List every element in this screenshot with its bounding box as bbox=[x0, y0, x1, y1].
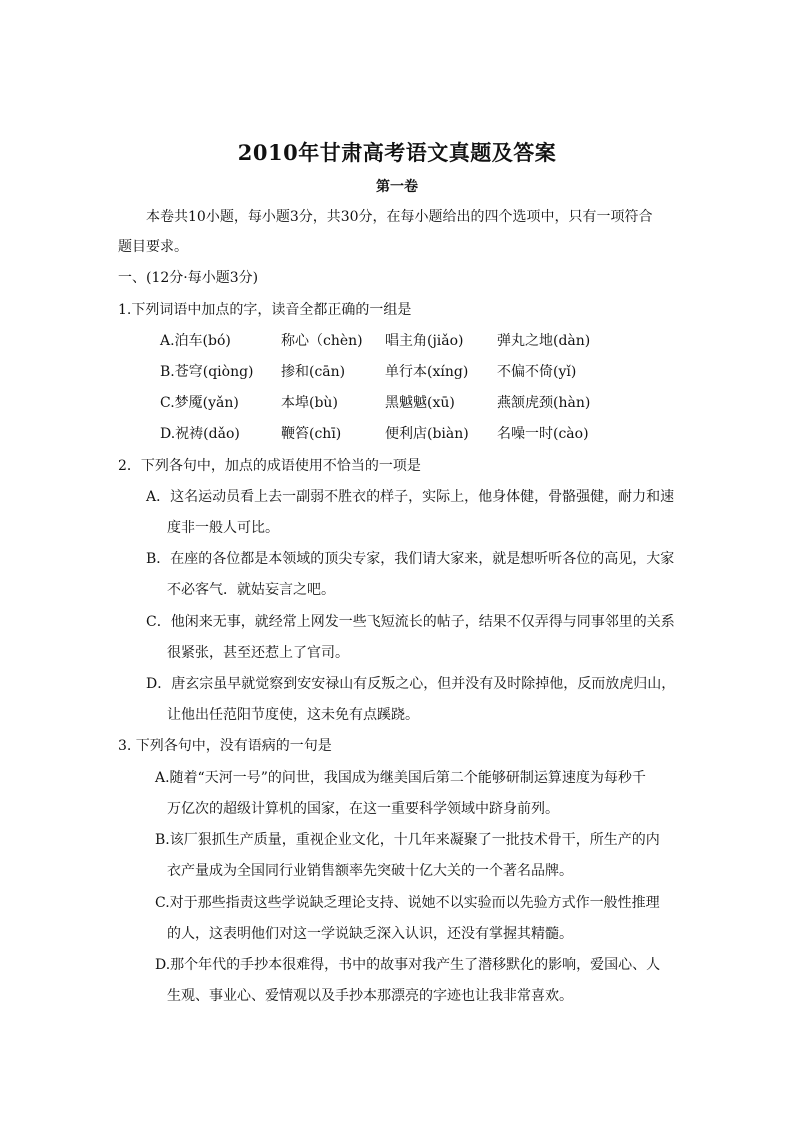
q1-stem: 1.下列词语中加点的字，读音全都正确的一组是 bbox=[118, 302, 412, 318]
q1-row-c-col-4: 燕颔虎颈(hàn) bbox=[497, 395, 591, 411]
q3-option-a-line-1: A.随着“天河一号”的问世，我国成为继美国后第二个能够研制运算速度为每秒千 bbox=[155, 770, 646, 786]
q2-option-a-line-2: 度非一般人可比。 bbox=[167, 520, 279, 536]
q3-option-d-line-1: D.那个年代的手抄本很难得，书中的故事对我产生了潜移默化的影响，爱国心、人 bbox=[155, 957, 661, 973]
q2-option-c-line-2: 很紧张，甚至还惹上了官司。 bbox=[167, 645, 349, 661]
q1-row-b-col-4: 不偏不倚(yǐ) bbox=[497, 364, 577, 380]
q1-row-b-col-1: B.苍穹(qiòng) bbox=[160, 364, 254, 380]
q3-option-a-line-2: 万亿次的超级计算机的国家，在这一重要科学领域中跻身前列。 bbox=[167, 801, 559, 817]
q1-row-d-col-4: 名噪一时(cào) bbox=[497, 426, 589, 442]
q2-option-b-line-1: B．在座的各位都是本领域的顶尖专家，我们请大家来，就是想听听各位的高见，大家 bbox=[146, 551, 675, 567]
q1-row-c-col-2: 本埠(bù) bbox=[281, 395, 338, 411]
q3-stem: 3. 下列各句中，没有语病的一句是 bbox=[118, 738, 332, 754]
q1-row-b-col-3: 单行本(xíng) bbox=[385, 364, 469, 380]
q3-option-c-line-2: 的人，这表明他们对这一学说缺乏深入认识，还没有掌握其精髓。 bbox=[167, 926, 573, 942]
q1-row-a-col-3: 唱主角(jiǎo) bbox=[385, 333, 464, 349]
q2-stem: 2．下列各句中，加点的成语使用不恰当的一项是 bbox=[118, 458, 421, 474]
page-title: 2010年甘肃高考语文真题及答案 bbox=[237, 140, 557, 165]
section-heading: 一、(12分·每小题3分) bbox=[118, 270, 259, 286]
intro-line-2: 题目要求。 bbox=[118, 239, 188, 255]
section-title: 第一卷 bbox=[376, 179, 418, 195]
q1-row-b-col-2: 掺和(cān) bbox=[281, 364, 346, 380]
q2-option-a-line-1: A．这名运动员看上去一副弱不胜衣的样子，实际上，他身体健，骨骼强健，耐力和速 bbox=[146, 489, 675, 505]
q1-row-c-col-3: 黑魆魆(xū) bbox=[385, 395, 455, 411]
q3-option-b-line-1: B.该厂狠抓生产质量，重视企业文化，十几年来凝聚了一批技术骨干，所生产的内 bbox=[155, 832, 660, 848]
q1-row-a-col-4: 弹丸之地(dàn) bbox=[497, 333, 591, 349]
intro-line-1: 本卷共10小题，每小题3分，共30分，在每小题给出的四个选项中，只有一项符合 bbox=[146, 209, 653, 225]
q1-row-a-col-1: A.泊车(bó) bbox=[160, 333, 231, 349]
q3-option-b-line-2: 衣产量成为全国同行业销售额率先突破十亿大关的一个著名品牌。 bbox=[167, 863, 573, 879]
q2-option-c-line-1: C．他闲来无事，就经常上网发一些飞短流长的帖子，结果不仅弄得与同事邻里的关系 bbox=[146, 614, 675, 630]
q2-option-d-line-2: 让他出任范阳节度使，这未免有点蹊跷。 bbox=[167, 707, 419, 723]
q1-row-d-col-1: D.祝祷(dǎo) bbox=[160, 426, 240, 442]
q1-row-a-col-2: 称心（chèn) bbox=[281, 333, 363, 349]
q1-row-c-col-1: C.梦魇(yǎn) bbox=[160, 395, 239, 411]
q1-row-d-col-2: 鞭笞(chī) bbox=[281, 426, 342, 442]
q2-option-d-line-1: D．唐玄宗虽早就觉察到安安禄山有反叛之心，但并没有及时除掉他，反而放虎归山， bbox=[146, 676, 676, 692]
q3-option-d-line-2: 生观、事业心、爱情观以及手抄本那漂亮的字迹也让我非常喜欢。 bbox=[167, 988, 573, 1004]
q3-option-c-line-1: C.对于那些指责这些学说缺乏理论支持、说她不以实验而以先验方式作一般性推理 bbox=[155, 895, 660, 911]
q1-row-d-col-3: 便利店(biàn) bbox=[385, 426, 469, 442]
q2-option-b-line-2: 不必客气．就姑妄言之吧。 bbox=[167, 582, 335, 598]
